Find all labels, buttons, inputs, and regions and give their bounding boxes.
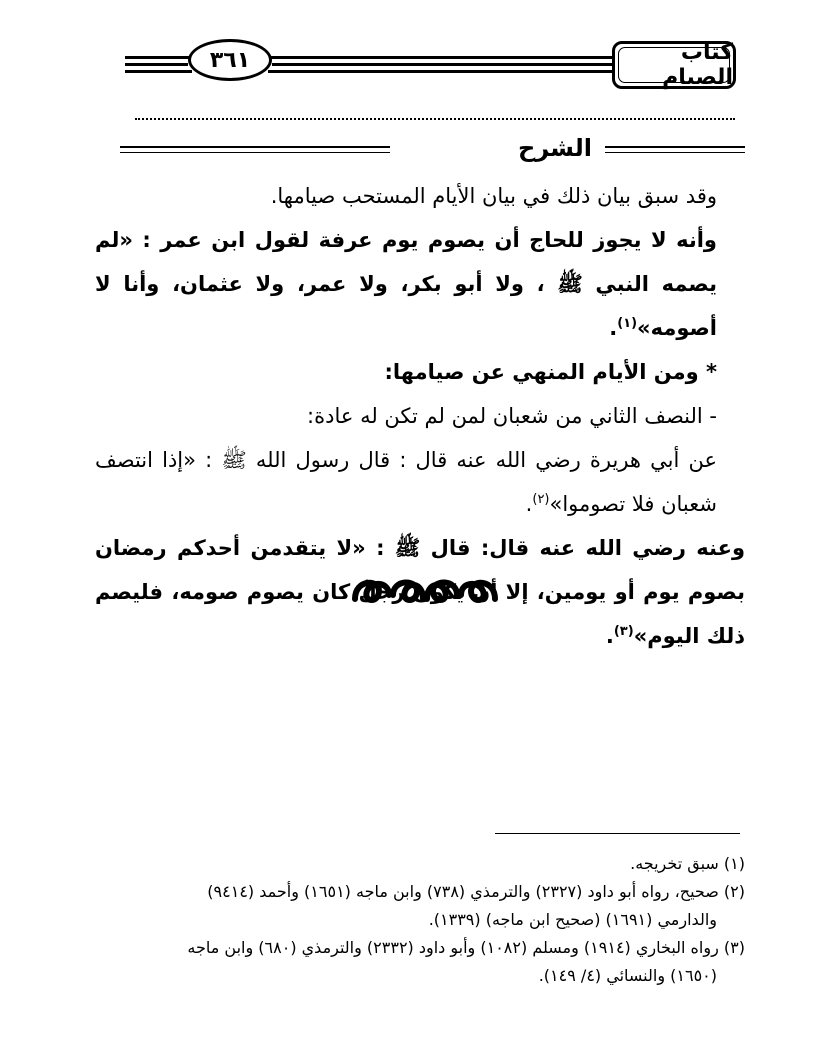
paragraph-5 (95, 438, 745, 526)
section-heading-row (120, 134, 745, 174)
header-rule-left-2 (125, 63, 188, 66)
footnote-separator (495, 833, 740, 834)
paragraph-3 (95, 350, 745, 394)
header-rule-left-3 (125, 70, 192, 73)
paragraph-6-text: وعنه رضي الله عنه قال: قال ﷺ : «لا يتقدمن أحدكم رمضان بصوم يوم أو يومين، إلا أن يكون رجلٌ كان يصوم صومه، فليصم ذلك اليوم» (95, 536, 745, 648)
page-header (0, 0, 830, 100)
paragraph-1-text: وقد سبق بيان ذلك في بيان الأيام المستحب صيامها. (270, 184, 717, 208)
footnote-3-continued: (١٦٥٠) والنسائي (٤/ ١٤٩). (538, 966, 717, 985)
paragraph-5-text: عن أبي هريرة رضي الله عنه قال : قال رسول الله ﷺ : «إذا انتصف شعبان فلا تصوموا» (95, 448, 717, 516)
book-title: كتاب الصيام (662, 40, 733, 90)
book-title-box (612, 41, 736, 89)
footnote-3: (٣) رواه البخاري (١٩١٤) ومسلم (١٠٨٢) وأبو داود (٢٣٣٢) والترمذي (٦٨٠) وابن ماجه (187, 938, 745, 957)
dotted-divider (135, 118, 735, 120)
paragraph-4 (95, 394, 745, 438)
paragraph-5-end: . (525, 492, 533, 516)
footnotes (110, 850, 745, 990)
paragraph-4-text: - النصف الثاني من شعبان لمن لم تكن له عادة: (307, 404, 717, 428)
header-rule-left-1 (125, 56, 192, 59)
page-number: ٣٦١ (209, 47, 251, 73)
header-rule-mid-3 (268, 70, 612, 73)
footnote-1: (١) سبق تخريجه. (630, 854, 745, 873)
section-heading: الشرح (518, 134, 592, 162)
paragraph-6-end: . (605, 624, 614, 648)
paragraph-2-end: . (609, 316, 618, 340)
paragraph-2 (95, 218, 745, 350)
heading-rule-right (605, 146, 745, 153)
footnote-ref-3: (٣) (613, 624, 634, 639)
footnote-ref-2: (٢) (532, 492, 550, 507)
page-number-badge (188, 39, 272, 81)
paragraph-1 (95, 174, 745, 218)
heading-rule-left (120, 146, 390, 153)
footnote-2-continued: والدارمي (١٦٩١) (صحيح ابن ماجه) (١٣٣٩). (428, 910, 717, 929)
decorative-divider-ornament-icon (345, 571, 505, 611)
paragraph-2-text: وأنه لا يجوز للحاج أن يصوم يوم عرفة لقول ابن عمر : «لم يصمه النبي ﷺ ، ولا أبو بكر، ولا عمر، ولا عثمان، وأنا لا أصومه» (95, 228, 717, 340)
footnote-ref-1: (١) (617, 316, 638, 331)
header-rule-mid-2 (272, 63, 612, 66)
paragraph-3-text: * ومن الأيام المنهي عن صيامها: (384, 360, 717, 384)
footnote-2: (٢) صحيح، رواه أبو داود (٢٣٢٧) والترمذي (٧٣٨) وابن ماجه (١٦٥١) وأحمد (٩٤١٤) (207, 882, 745, 901)
header-rule-mid-1 (268, 56, 612, 59)
